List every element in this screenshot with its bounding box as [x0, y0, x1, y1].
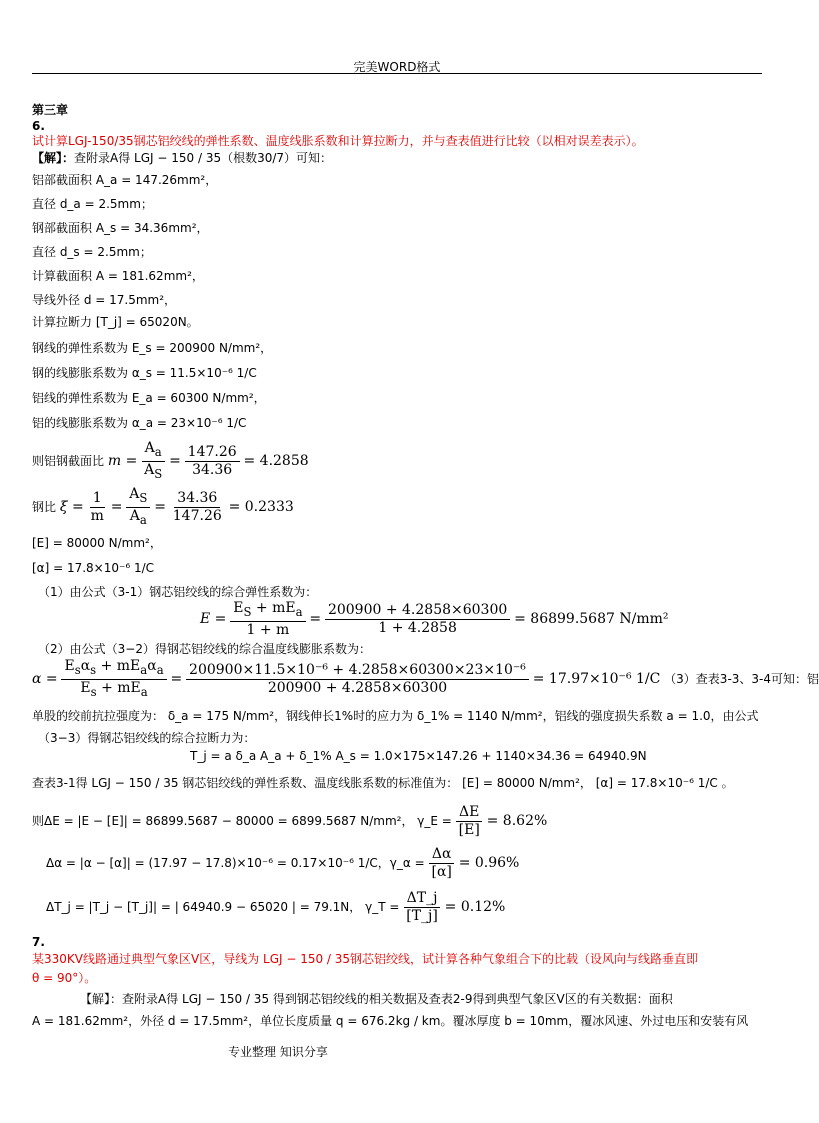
question-7-text: 某330KV线路通过典型气象区Ⅴ区，导线为 LGJ − 150 / 35钢芯铝绞线，试计算各种气象组合下的比载（设风向与线路垂直即	[32, 952, 699, 966]
header-divider	[32, 73, 762, 74]
step2-title: （2）由公式（3−2）得钢芯铝绞线的综合温度线膨胀系数为：	[38, 642, 371, 656]
ratio-xi-equation: 钢比 ξ = $\frac{1}{m}$ = $\frac{A_S}{A_a}$ = $\frac{34.36}{147.26}$ = 0.2333	[32, 486, 294, 527]
step1-equation: E = $\frac{E_S + mE_a}{1 + m}$ = $\frac{200900 + 4.2858\times 60300}{1 + 4.2858}$ = 86899.5687 N/mm²	[200, 600, 669, 638]
answer-line: 钢部截面积 A_s = 34.36mm²，	[32, 221, 209, 235]
error-T-fraction	[403, 890, 441, 925]
page-header: 完美WORD格式	[353, 60, 441, 74]
chapter-title: 第三章	[32, 103, 69, 117]
standard-E: [E] = 80000 N/mm²，	[32, 536, 162, 550]
step2-equation: α = $\frac{E_s\alpha_s + mE_a\alpha_a}{E_s + mE_a}$ = $\frac{\text{200900×11.5×10⁻⁶ + 4.2858×60300×23×10⁻⁶}}{200900 + 4.2858\times 60300}$ = 17.97×10⁻⁶ 1/C （3）查表3-3、3-4可知：铝	[32, 658, 819, 699]
answer-7-line: A = 181.62mm²，外径 d = 17.5mm²，单位长度质量 q = 676.2kg / km。覆冰厚度 b = 10mm，覆冰风速、外过电压和安装有风	[32, 1014, 749, 1028]
ratio-xi-fraction-b: $\frac{A_S}{A_a}$	[126, 486, 150, 529]
ratio-xi-prefix: 钢比	[32, 499, 57, 514]
answer-line: 钢线的弹性系数为 E_s = 200900 N/mm²，	[32, 341, 273, 355]
ratio-m-result: = 4.2858	[243, 452, 309, 469]
ratio-m-symbol: m =	[107, 452, 138, 469]
answer-line: 计算拉断力 [T_j] = 65020N。	[32, 315, 199, 329]
question-7-number: 7.	[32, 935, 45, 949]
standard-alpha: [α] = 17.8×10⁻⁶ 1/C	[32, 561, 155, 575]
ratio-m-numerator: 147.26	[185, 444, 240, 462]
ratio-m-fraction-b	[185, 444, 240, 479]
ratio-xi-result: = 0.2333	[228, 498, 294, 515]
ratio-m-prefix: 则铝钢截面比	[32, 453, 105, 468]
question-7-text: θ = 90°）。	[32, 971, 97, 985]
error-alpha-lead: Δα = |α − [α]| = (17.97 − 17.8)×10⁻⁶ = 0.17×10⁻⁶ 1/C，γ_α =	[46, 856, 425, 870]
step1-title: （1）由公式（3-1）钢芯铝绞线的综合弹性系数为：	[38, 585, 318, 599]
error-T-denominator: [T_j]	[406, 908, 438, 924]
answer-line: 钢的线膨胀系数为 α_s = 11.5×10⁻⁶ 1/C	[32, 366, 257, 380]
answer-6-intro	[32, 150, 332, 166]
error-E-numerator: ΔE	[456, 804, 482, 822]
step3-line: （3−3）得钢芯铝绞线的综合拉断力为：	[38, 731, 256, 745]
step2-symbolic-fraction: $\frac{E_s\alpha_s + mE_a\alpha_a}{E_s + mE_a}$	[61, 658, 166, 701]
error-E-denominator: [E]	[458, 822, 480, 838]
answer-line: 导线外径 d = 17.5mm²，	[32, 293, 177, 307]
ratio-xi-fraction-a: $\frac{1}{m}$	[90, 489, 104, 524]
ratio-xi-fraction-c	[170, 490, 225, 525]
ratio-xi-numerator: 34.36	[174, 490, 220, 508]
error-T-lead: ΔT_j = |T_j − [T_j]| = | 64940.9 − 65020 | = 79.1N， γ_T =	[46, 900, 400, 914]
table-lookup-line: 查表3-1得 LGJ − 150 / 35 钢芯铝绞线的弹性系数、温度线胀系数的标准值为： [E] = 80000 N/mm²， [α] = 17.8×10⁻⁶ 1/C 。	[32, 776, 734, 790]
answer-7-line: 【解】：查附录A得 LGJ − 150 / 35 得到钢芯铝绞线的相关数据及查表2-9得到典型气象区Ⅴ区的有关数据：面积	[80, 992, 673, 1006]
step2-denominator: 200900 + 4.2858×60300	[267, 679, 448, 696]
step2-numerator: 200900×11.5×10⁻⁶ + 4.2858×60300×23×10⁻⁶	[186, 662, 529, 680]
error-E-lead: 则ΔE = |E − [E]| = 86899.5687 − 80000 = 6899.5687 N/mm²， γ_E =	[32, 814, 452, 828]
error-alpha-denominator: [α]	[431, 864, 452, 880]
ratio-xi-denominator: 147.26	[172, 507, 222, 524]
step3-line: 单股的绞前抗拉强度为： δ_a = 175 N/mm²，钢线伸长1%时的应力为 δ_1% = 1140 N/mm²，铝线的强度损失系数 a = 1.0，由公式	[32, 709, 759, 723]
step1-symbolic-fraction: $\frac{E_S + mE_a}{1 + m}$	[230, 600, 305, 639]
step1-numerator: 200900 + 4.2858×60300	[325, 602, 510, 620]
error-E-result: = 8.62%	[486, 813, 548, 829]
answer-line: 铝部截面积 A_a = 147.26mm²，	[32, 173, 218, 187]
step2-numeric-fraction	[186, 662, 529, 697]
answer-line: 计算截面积 A = 181.62mm²，	[32, 269, 204, 283]
error-E-fraction	[456, 804, 483, 839]
answer-line: 查附录A得 LGJ − 150 / 35（根数30/7）可知：	[74, 151, 333, 165]
error-T-equation	[46, 888, 505, 926]
error-T-result: = 0.12%	[444, 899, 506, 915]
answer-line: 铝的线膨胀系数为 α_a = 23×10⁻⁶ 1/C	[32, 416, 247, 430]
error-alpha-numerator: Δα	[429, 846, 455, 864]
error-T-numerator: ΔT_j	[404, 890, 441, 908]
step2-result: = 17.97×10⁻⁶ 1/C	[532, 670, 661, 687]
step1-denominator: 1 + 4.2858	[378, 620, 457, 636]
error-alpha-equation	[46, 844, 519, 882]
question-6-number: 6.	[32, 119, 45, 133]
step1-numeric-fraction	[325, 602, 510, 637]
answer-label: 【解】：	[32, 151, 75, 165]
answer-line: 直径 d_a = 2.5mm；	[32, 197, 153, 211]
step3-equation: T_j = a δ_a A_a + δ_1% A_s = 1.0×175×147.26 + 1140×34.36 = 64940.9N	[190, 749, 647, 763]
ratio-m-equation: 则铝钢截面比 m = $\frac{A_a}{A_S}$ = $\frac{147.26}{34.36}$ = 4.2858	[32, 440, 309, 481]
question-6-text: 试计算LGJ-150/35钢芯铝绞线的弹性系数、温度线胀系数和计算拉断力，并与查表值进行比较（以相对误差表示）。	[32, 134, 644, 148]
error-E-equation	[32, 802, 547, 840]
answer-line: 直径 d_s = 2.5mm；	[32, 245, 152, 259]
error-alpha-result: = 0.96%	[458, 855, 520, 871]
step3-lead: （3）查表3-3、3-4可知：铝	[664, 671, 819, 686]
step1-result: = 86899.5687 N/mm²	[514, 611, 669, 627]
ratio-m-denominator: 34.36	[192, 461, 233, 478]
page-footer: 专业整理 知识分享	[228, 1045, 328, 1059]
ratio-m-fraction-a: $\frac{A_a}{A_S}$	[141, 440, 165, 483]
answer-line: 铝线的弹性系数为 E_a = 60300 N/mm²，	[32, 391, 266, 405]
error-alpha-fraction	[428, 846, 454, 881]
